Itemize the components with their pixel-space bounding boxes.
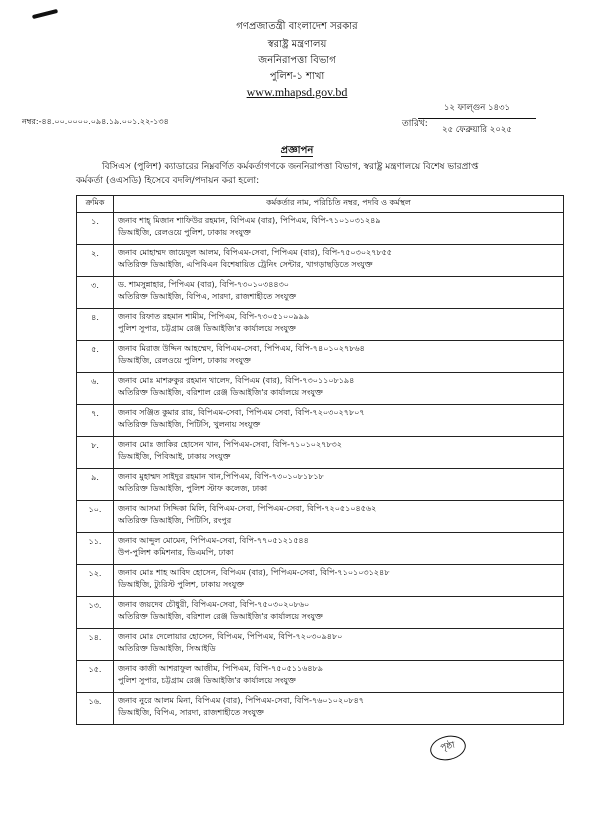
row-serial: ১৪. — [77, 629, 114, 661]
officer-posting-line: অতিরিক্ত ডিআইজি, পুলিশ স্টাফ কলেজ, ঢাকা — [118, 484, 268, 493]
row-details — [114, 565, 564, 597]
officer-posting-line: অতিরিক্ত ডিআইজি, বরিশাল রেঞ্জ ডিআইজি'র কার্যালয়ে সংযুক্ত — [118, 388, 323, 397]
officer-name-line: জনাব মোঃ জাকির হোসেন খান, পিপিএম-সেবা, বিপি-৭১০১০২৭৮৩২ — [118, 440, 342, 449]
row-serial: ১২. — [77, 565, 114, 597]
row-details — [114, 597, 564, 629]
officer-posting-line: অতিরিক্ত ডিআইজি, পিটিসি, খুলনায় সংযুক্ত — [118, 420, 261, 429]
officer-posting-line: অতিরিক্ত ডিআইজি, বিপিএ, সারদা, রাজশাহীতে সংযুক্ত — [118, 292, 296, 301]
officer-posting-line: ডিআইজি, রেলওয়ে পুলিশ, ঢাকায় সংযুক্ত — [118, 356, 251, 365]
row-details — [114, 437, 564, 469]
row-serial: ১৫. — [77, 661, 114, 693]
date-label: তারিখ: — [402, 119, 428, 129]
date-bangla: ১২ ফাল্গুন ১৪৩১ — [418, 101, 536, 119]
row-serial: ১৬. — [77, 693, 114, 725]
row-serial: ১. — [77, 213, 114, 245]
row-serial: ৪. — [77, 309, 114, 341]
table-row — [77, 437, 564, 469]
officer-name-line: জনাব শাহ্ মিজান শাফিউর রহমান, বিপিএম (বার), পিপিএম, বিপি-৭১০১০৩১২৪৯ — [118, 216, 381, 225]
table-row — [77, 629, 564, 661]
row-serial: ৯. — [77, 469, 114, 501]
row-details — [114, 373, 564, 405]
officer-name-line: জনাব আব্দুল মোমেন, পিপিএম-সেবা, বিপি-৭৭০৫১২১৫৪৪ — [118, 536, 309, 545]
row-details — [114, 245, 564, 277]
officer-posting-line: পুলিশ সুপার, চট্টগ্রাম রেঞ্জ ডিআইজি'র কার্যালয়ে সংযুক্ত — [118, 324, 296, 333]
officer-table — [76, 195, 564, 725]
row-details — [114, 469, 564, 501]
row-details — [114, 661, 564, 693]
row-details — [114, 533, 564, 565]
officer-name-line: জনাব সঞ্জিত কুমার রায়, বিপিএম-সেবা, পিপিএম সেবা, বিপি-৭২০৩০২৭৮০৭ — [118, 408, 365, 417]
row-details — [114, 341, 564, 373]
table-row — [77, 309, 564, 341]
officer-posting-line: অতিরিক্ত ডিআইজি, এপিবিএন বিশেষায়িত ট্রেনিং সেন্টার, খাগড়াছড়িতে সংযুক্ত — [118, 260, 373, 269]
header-serial: ক্রমিক — [77, 196, 114, 213]
row-details — [114, 501, 564, 533]
officer-name-line: জনাব মোঃ শাহ আবিদ হোসেন, বিপিএম (বার), পিপিএম-সেবা, বিপি-৭১০১০৩১২৪৮ — [118, 568, 390, 577]
row-details — [114, 693, 564, 725]
signature-text: পৃষ্ঠা — [439, 740, 456, 754]
row-serial: ১৩. — [77, 597, 114, 629]
officer-name-line: জনাব মোঃ মাশরুকুর রহমান খালেদ, বিপিএম (বার), বিপি-৭৩০১১০৮১৯৪ — [118, 376, 355, 385]
intro-line-2: কর্মকর্তা (ওএসডি) হিসেবে বদলি/পদায়ন করা হলো: — [76, 176, 260, 186]
ministry-title: স্বরাষ্ট্র মন্ত্রণালয় — [267, 39, 327, 50]
row-details — [114, 213, 564, 245]
officer-name-line: জনাব মোঃ দেলোয়ার হোসেন, বিপিএম, পিপিএম, বিপি-৭২০৩০৯৪৮০ — [118, 632, 343, 641]
notice-title: প্রজ্ঞাপন — [280, 145, 314, 156]
table-row — [77, 501, 564, 533]
officer-name-line: জনাব মুহাম্মদ সাইদুর রহমান খান,পিপিএম, বিপি-৭৩০১০৮১৮১৮ — [118, 472, 324, 481]
officer-posting-line: ডিআইজি, পিবিআই, ঢাকায় সংযুক্ত — [118, 452, 231, 461]
table-row — [77, 405, 564, 437]
table-row — [77, 565, 564, 597]
officer-name-line: জনাব জয়দেব চৌধুরী, বিপিএম-সেবা, বিপি-৭৫০৩০২০৮৬০ — [118, 600, 310, 609]
officer-name-line: জনাব মিরাজ উদ্দিন আহম্মেদ, বিপিএম-সেবা, পিপিএম, বিপি-৭৪০১০২৭৮৬৪ — [118, 344, 365, 353]
row-serial: ১০. — [77, 501, 114, 533]
signature-mark — [428, 733, 468, 764]
officer-posting-line: অতিরিক্ত ডিআইজি, পিটিসি, রংপুর — [118, 516, 232, 525]
row-details — [114, 629, 564, 661]
table-row — [77, 245, 564, 277]
memo-number: নম্বর:-৪৪.০০.০০০০.০৯৪.১৯.০০১.২২-১৩৪ — [22, 117, 169, 126]
officer-posting-line: ডিআইজি, বিপিএ, সারদা, রাজশাহীতে সংযুক্ত — [118, 708, 264, 717]
table-body — [77, 213, 564, 725]
row-serial: ১১. — [77, 533, 114, 565]
table-row — [77, 213, 564, 245]
row-serial: ৩. — [77, 277, 114, 309]
date-english: ২৫ ফেব্রুয়ারি ২০২৫ — [442, 125, 512, 135]
row-serial: ৮. — [77, 437, 114, 469]
website-text[interactable]: www.mhapsd.gov.bd — [246, 85, 348, 99]
officer-name-line: জনাব নুরে আলম মিনা, বিপিএম (বার), পিপিএম-সেবা, বিপি-৭৬০১০২০৮৪৭ — [118, 696, 364, 705]
table-header-row — [77, 196, 564, 213]
row-details — [114, 405, 564, 437]
officer-name-line: জনাব আসমা সিদ্দিকা মিলি, বিপিএম-সেবা, পিপিএম-সেবা, বিপি-৭২০৫১০৪৫৬২ — [118, 504, 377, 513]
intro-paragraph — [76, 160, 550, 188]
row-serial: ৬. — [77, 373, 114, 405]
table-row — [77, 373, 564, 405]
section-title: পুলিশ-১ শাখা — [269, 71, 325, 82]
table-row — [77, 469, 564, 501]
header-details: কর্মকর্তার নাম, পরিচিতি নম্বর, পদবি ও কর্মস্থল — [114, 196, 564, 213]
table-row — [77, 341, 564, 373]
row-details — [114, 277, 564, 309]
row-serial: ৭. — [77, 405, 114, 437]
intro-line-1: বিসিএস (পুলিশ) ক্যাডারের নিম্নবর্ণিত কর্মকর্তাগণকে জননিরাপত্তা বিভাগ, স্বরাষ্ট্র মন্ত্রণালয়ে বিশেষ ভারপ্রাপ্ত — [102, 162, 479, 172]
row-serial: ২. — [77, 245, 114, 277]
officer-posting-line: অতিরিক্ত ডিআইজি, বরিশাল রেঞ্জ ডিআইজি'র কার্যালয়ে সংযুক্ত — [118, 612, 323, 621]
table-row — [77, 693, 564, 725]
row-details — [114, 309, 564, 341]
officer-posting-line: ডিআইজি, রেলওয়ে পুলিশ, ঢাকায় সংযুক্ত — [118, 228, 251, 237]
date-block — [418, 101, 536, 137]
officer-name-line: জনাব মোহাম্মদ জায়েদুল আলম, বিপিএম-সেবা, পিপিএম (বার), বিপি-৭৫০৩০২৭৮৫৫ — [118, 248, 392, 257]
pen-mark — [32, 9, 58, 19]
officer-posting-line: পুলিশ সুপার, চট্টগ্রাম রেঞ্জ ডিআইজি'র কার্যালয়ে সংযুক্ত — [118, 676, 296, 685]
officer-name-line: জনাব কাজী আশরাফুল আজীম, পিপিএম, বিপি-৭৫০৫১১৬৪৮৯ — [118, 664, 323, 673]
officer-name-line: ড. শামসুন্নাহার, পিপিএম (বার), বিপি-৭৩০১০৩৪৪৩০ — [118, 280, 289, 289]
officer-name-line: জনাব রিফাত রহমান শামীম, পিপিএম, বিপি-৭৩০৫১০০৯৯৯ — [118, 312, 310, 321]
division-title: জননিরাপত্তা বিভাগ — [258, 55, 336, 66]
table-row — [77, 661, 564, 693]
officer-posting-line: অতিরিক্ত ডিআইজি, সিআইডি — [118, 644, 216, 653]
table-row — [77, 597, 564, 629]
table-row — [77, 277, 564, 309]
website-link[interactable] — [0, 85, 594, 101]
notice-heading — [0, 143, 594, 160]
row-serial: ৫. — [77, 341, 114, 373]
government-title: গণপ্রজাতন্ত্রী বাংলাদেশ সরকার — [236, 21, 358, 32]
table-row — [77, 533, 564, 565]
officer-posting-line: উপ-পুলিশ কমিশনার, ডিএমপি, ঢাকা — [118, 548, 234, 557]
officer-posting-line: ডিআইজি, ট্যুরিস্ট পুলিশ, ঢাকায় সংযুক্ত — [118, 580, 244, 589]
